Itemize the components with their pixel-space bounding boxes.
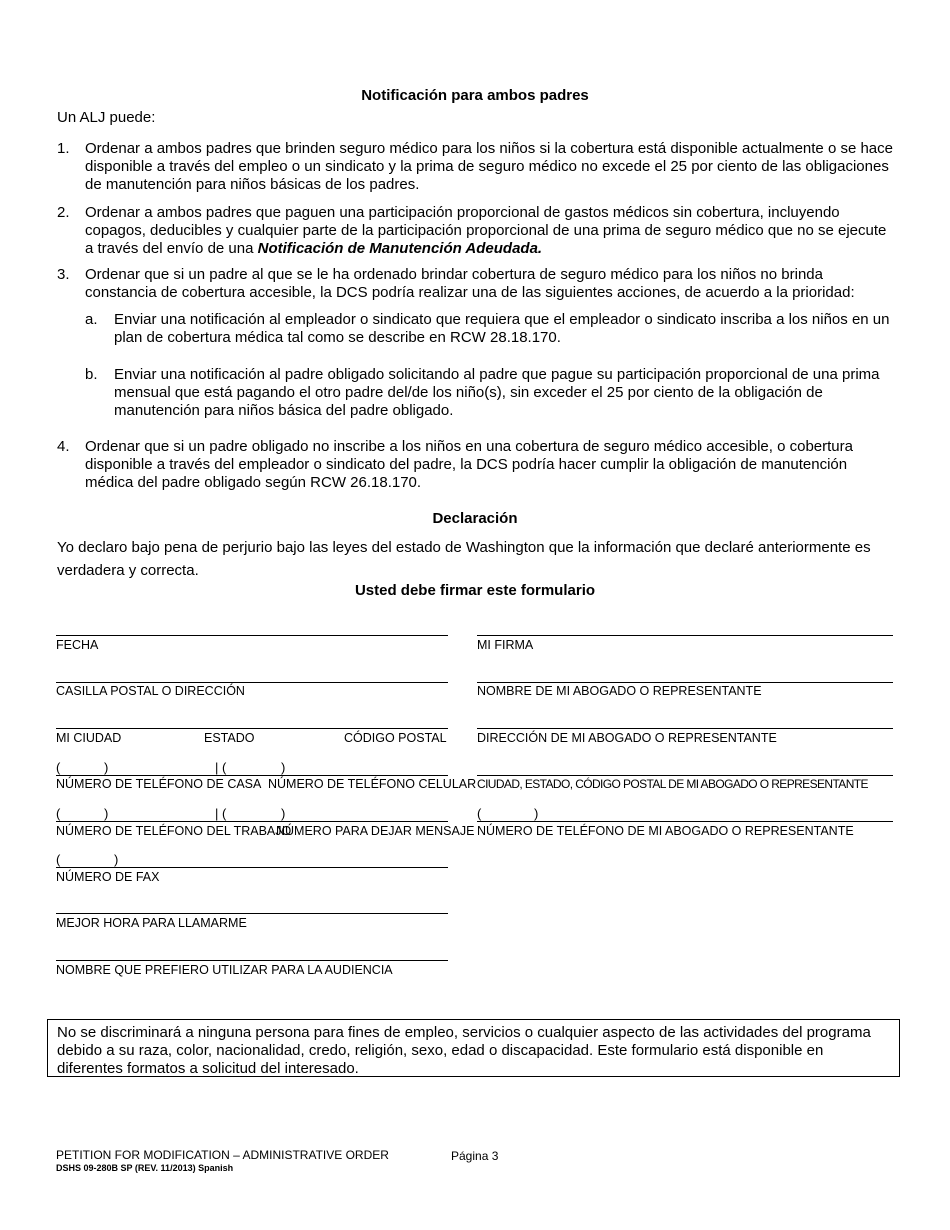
area-code-close: ) — [104, 760, 109, 775]
tel-abogado-line[interactable] — [477, 821, 893, 822]
list-item-4 — [57, 438, 897, 492]
ciudad-abogado-label: CIUDAD, ESTADO, CÓDIGO POSTAL DE MI ABOGADO O REPRESENTANTE — [477, 777, 868, 791]
area-code-open: | ( — [215, 806, 227, 821]
intro-text: Un ALJ puede: — [57, 109, 156, 126]
item-text: Ordenar a ambos padres que brinden seguro médico para los niños si la cobertura está disponible actualmente o se hace disponible a través del empleo o un sindicato y la prima de seguro médico no excede el 25 por ciento de las obligaciones de manutención para niños básicas de los padres. — [85, 140, 893, 193]
sub-item-a — [85, 311, 897, 347]
non-discrimination-notice: No se discriminará a ninguna persona para fines de empleo, servicios o cualquier aspecto de las actividades del programa debido a su raza, color, nacionalidad, credo, religión, sexo, edad o discapacidad. Este formulario está disponible en diferentes formatos a solicitud del interesado. — [47, 1019, 900, 1077]
item-text — [85, 204, 897, 258]
tel-casa-label: NÚMERO DE TELÉFONO DE CASA — [56, 777, 262, 791]
list-item-3 — [57, 266, 897, 302]
area-code-open: ( — [56, 852, 61, 867]
fax-line[interactable] — [56, 867, 448, 868]
area-code-open: ( — [477, 806, 482, 821]
nombre-abogado-line[interactable] — [477, 682, 893, 683]
item-emphasis: Notificación de Manutención Adeudada. — [257, 240, 543, 257]
sub-item-text: Enviar una notificación al padre obligado solicitando al padre que pague su participación proporcional de una prima mensual que está pagando el otro padre del/de los niño(s), sin exceder el 25 por ciento de la obligación de manutención para niños básica del padre obligado. — [114, 366, 880, 419]
tel-celular-label: NÚMERO DE TELÉFONO CELULAR — [268, 777, 477, 791]
area-code-close: ) — [114, 852, 119, 867]
nombre-audiencia-label: NOMBRE QUE PREFIERO UTILIZAR PARA LA AUDIENCIA — [56, 963, 393, 977]
mi-firma-line[interactable] — [477, 635, 893, 636]
area-code-close: ) — [534, 806, 539, 821]
sub-item-letter: a. — [85, 311, 98, 328]
mejor-hora-label: MEJOR HORA PARA LLAMARME — [56, 916, 247, 930]
item-number: 1. — [57, 140, 70, 157]
item-text: Ordenar que si un padre obligado no inscribe a los niños en una cobertura de seguro médico accesible, o cobertura disponible a través del empleador o sindicato del padre, la DCS podría hacer cumplir la obligación de manutención médica del padre obligado según RCW 26.18.170. — [85, 438, 853, 491]
fax-label: NÚMERO DE FAX — [56, 870, 160, 884]
estado-label: ESTADO — [204, 731, 255, 745]
fecha-line[interactable] — [56, 635, 448, 636]
area-code-open: | ( — [215, 760, 227, 775]
tel-mensaje-label: NÚMERO PARA DEJAR MENSAJE — [276, 824, 475, 838]
casilla-line[interactable] — [56, 682, 448, 683]
item-text-main: Ordenar a ambos padres que paguen una participación proporcional de gastos médicos sin cobertura, incluyendo copagos, deducibles y cualquier parte de la participación proporcional de una prima de seguro médico que no se ejecute a través del envío de una — [85, 204, 887, 257]
page-title: Notificación para ambos padres — [361, 87, 589, 104]
casilla-label: CASILLA POSTAL O DIRECCIÓN — [56, 684, 245, 698]
tel-abogado-label: NÚMERO DE TELÉFONO DE MI ABOGADO O REPRESENTANTE — [477, 824, 854, 838]
ciudad-abogado-line[interactable] — [477, 775, 893, 776]
item-number: 3. — [57, 266, 70, 283]
mejor-hora-line[interactable] — [56, 913, 448, 914]
mi-firma-label: MI FIRMA — [477, 638, 534, 652]
sign-title: Usted debe firmar este formulario — [354, 582, 596, 599]
item-number: 4. — [57, 438, 70, 455]
ciudad-line[interactable] — [56, 728, 448, 729]
tel-trabajo-label: NÚMERO DE TELÉFONO DEL TRABAJO — [56, 824, 292, 838]
area-code-open: ( — [56, 760, 61, 775]
declaration-text: Yo declaro bajo pena de perjurio bajo las leyes del estado de Washington que la información que declaré anteriormente es verdadera y correcta. — [57, 539, 871, 579]
sub-item-b — [85, 366, 897, 420]
fecha-label: FECHA — [56, 638, 99, 652]
area-code-close: ) — [281, 760, 286, 775]
tel-trabajo-line[interactable] — [56, 821, 448, 822]
sub-item-text: Enviar una notificación al empleador o sindicato que requiera que el empleador o sindicato inscriba a los niños en un plan de cobertura médica tal como se describe en RCW 28.18.170. — [114, 311, 890, 346]
list-item-2 — [57, 204, 897, 258]
direccion-abogado-line[interactable] — [477, 728, 893, 729]
footer-form-title: PETITION FOR MODIFICATION – ADMINISTRATIVE ORDER — [56, 1148, 389, 1162]
list-item-1 — [57, 140, 897, 194]
area-code-open: ( — [56, 806, 61, 821]
sub-item-letter: b. — [85, 366, 98, 383]
codigo-postal-label: CÓDIGO POSTAL — [344, 731, 447, 745]
footer-page-number: Página 3 — [451, 1149, 499, 1163]
declaration-title: Declaración — [432, 510, 518, 527]
direccion-abogado-label: DIRECCIÓN DE MI ABOGADO O REPRESENTANTE — [477, 731, 777, 745]
mi-ciudad-label: MI CIUDAD — [56, 731, 122, 745]
item-text: Ordenar que si un padre al que se le ha ordenado brindar cobertura de seguro médico para los niños no brinda constancia de cobertura accesible, la DCS podría realizar una de las siguientes acciones, de acuerdo a la prioridad: — [85, 266, 855, 301]
area-code-close: ) — [104, 806, 109, 821]
area-code-close: ) — [281, 806, 286, 821]
nombre-abogado-label: NOMBRE DE MI ABOGADO O REPRESENTANTE — [477, 684, 762, 698]
footer-form-number: DSHS 09-280B SP (REV. 11/2013) Spanish — [56, 1163, 234, 1173]
item-number: 2. — [57, 204, 70, 221]
tel-casa-line[interactable] — [56, 775, 448, 776]
nombre-audiencia-line[interactable] — [56, 960, 448, 961]
